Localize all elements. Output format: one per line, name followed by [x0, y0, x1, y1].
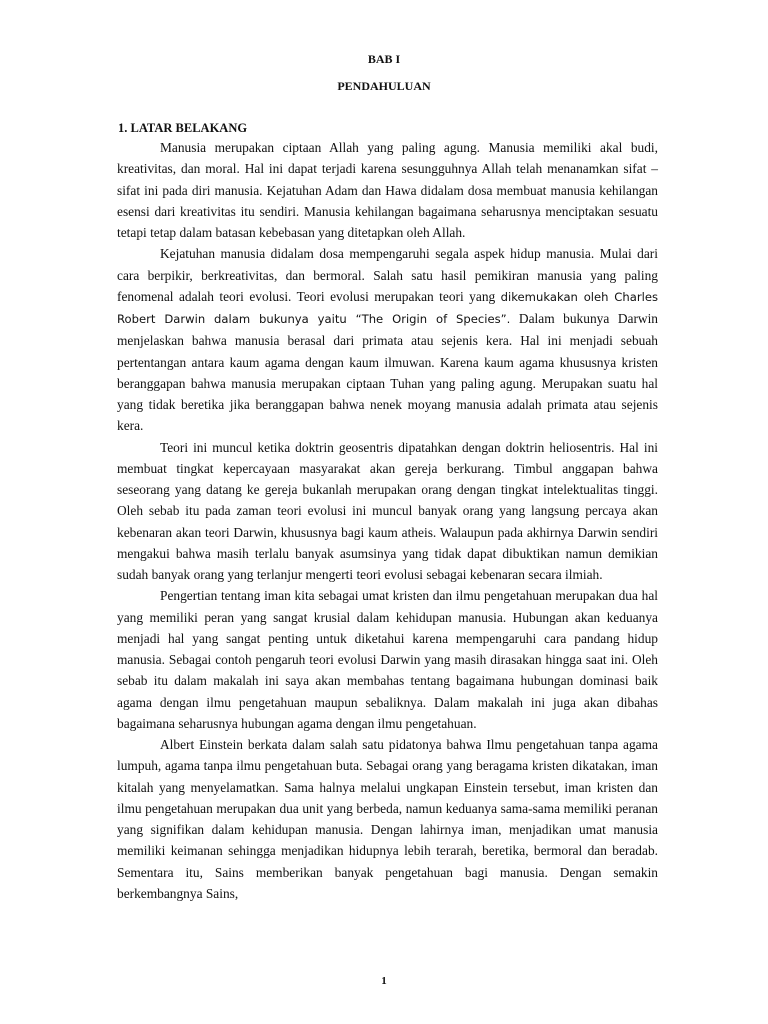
- page-number: 1: [381, 975, 387, 987]
- paragraph-4: Pengertian tentang iman kita sebagai umat kristen dan ilmu pengetahuan merupakan dua hal yang memiliki peran yang sangat krusial dalam kehidupan manusia. Hubungan akan keduanya menjadi hal yang sangat penting untuk diketahui karena mempengaruhi cara pandang hidup manusia. Sebagai contoh pengaruh teori evolusi Darwin yang masih dirasakan hingga saat ini. Oleh sebab itu dalam makalah ini saya akan membahas tentang bagaimana hubungan dominasi baik agama dengan ilmu pengetahuan maupun sebaliknya. Dalam makalah ini juga akan dibahas bagaimana seharusnya hubungan agama dengan ilmu pengetahuan.: [117, 588, 658, 731]
- paragraph-2: [117, 243, 658, 436]
- chapter-title: PENDAHULUAN: [337, 79, 431, 93]
- paragraph-2-part-c: Dalam bukunya Darwin menjelaskan bahwa manusia berasal dari primata atau sejenis kera. Hal ini menjadi sebuah pertentangan antara kaum agama dengan kaum ilmuwan. Karena kaum agama khususnya kristen beranggapan bahwa manusia merupakan ciptaan Tuhan yang paling agung. Merupakan suatu hal yang tidak beretika jika beranggapan bahwa nenek moyang manusia adalah primata atau sejenis kera.: [117, 311, 658, 434]
- paragraph-3: Teori ini muncul ketika doktrin geosentris dipatahkan dengan doktrin heliosentris. Hal ini membuat tingkat kepercayaan masyarakat akan gereja berkurang. Timbul anggapan bahwa seseorang yang datang ke gereja bukanlah merupakan orang dengan tingkat intelektualitas tinggi. Oleh sebab itu pada zaman teori evolusi ini muncul banyak orang yang langsung percaya akan kebenaran akan teori Darwin, khususnya bagi kaum atheis. Walaupun pada akhirnya Darwin sendiri mengakui bahwa masih terlalu banyak asumsinya yang tidak dapat dibuktikan namun demikian sudah banyak orang yang terlanjur mengerti teori evolusi sebagai kebenaran secara ilmiah.: [117, 439, 658, 582]
- chapter-number: BAB I: [367, 52, 401, 66]
- paragraph-5: Albert Einstein berkata dalam salah satu pidatonya bahwa Ilmu pengetahuan tanpa agama lumpuh, agama tanpa ilmu pengetahuan buta. Sebagai orang yang beragama kristen dikatakan, iman kitalah yang menyelamatkan. Sama halnya melalui ungkapan Einstein tersebut, iman kristen dan ilmu pengetahuan merupakan dua unit yang berbeda, namun keduanya sama-sama memiliki peranan yang signifikan dalam kehidupan manusia. Dengan lahirnya iman, menjadikan umat manusia memiliki keimanan sehingga menjadikan hidupnya lebih terarah, beretika, bermoral dan beradab. Sementara itu, Sains memberikan banyak pengetahuan bagi manusia. Dengan semakin berkembangnya Sains,: [117, 737, 658, 901]
- body-text: [117, 137, 658, 904]
- paragraph-1: Manusia merupakan ciptaan Allah yang paling agung. Manusia memiliki akal budi, kreativitas, dan moral. Hal ini dapat terjadi karena sesungguhnya Allah telah menanamkan sifat – sifat ini pada diri manusia. Kejatuhan Adam dan Hawa didalam dosa membuat manusia kehilangan esensi dari kreativitas itu sendiri. Manusia kehilangan bagaimana seharusnya menciptakan sesuatu tetapi tetap dalam batasan kebebasan yang ditetapkan oleh Allah.: [117, 140, 658, 240]
- paragraph-2-citation: dikemukakan oleh Charles Robert Darwin dalam bukunya yaitu “The Origin of Species”.: [117, 289, 658, 326]
- section-heading: 1. LATAR BELAKANG: [118, 121, 248, 135]
- paragraph-2-part-a: Kejatuhan manusia didalam dosa mempengaruhi segala aspek hidup manusia. Mulai dari cara berpikir, berkreativitas, dan bermoral. Salah satu hasil pemikiran manusia yang paling fenomenal adalah teori evolusi. Teori evolusi merupakan teori yang: [117, 246, 658, 304]
